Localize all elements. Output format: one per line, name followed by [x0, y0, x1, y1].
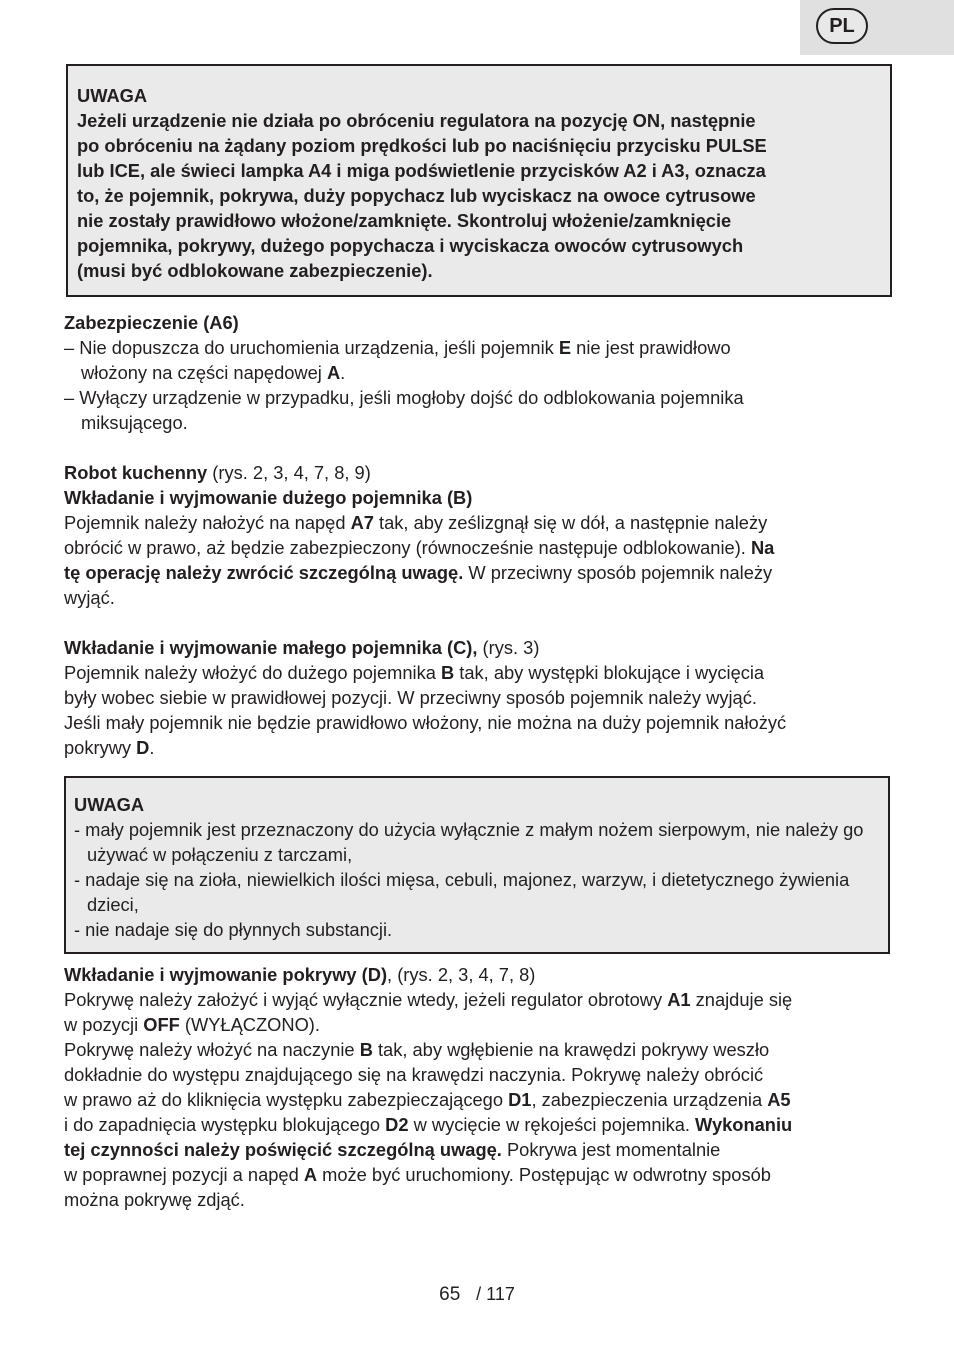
lid-text-1: Pokrywę należy założyć i wyjąć wyłącznie wtedy, jeżeli regulator obrotowy A1 znajduje się w pozycji OFF (WYŁĄCZONO). — [64, 989, 793, 1035]
warning-box-1-line: to, że pojemnik, pokrywa, duży popychacz lub wyciskacz na owoce cytrusowe — [77, 185, 756, 206]
safety-item-1: – Nie dopuszcza do uruchomienia urządzenia, jeśli pojemnik E nie jest prawidłowo włożony na części napędowej A. — [64, 337, 731, 383]
warning-box-1-line: (musi być odblokowane zabezpieczenie). — [77, 260, 433, 281]
page-footer — [0, 1284, 954, 1306]
page-total: / 117 — [476, 1284, 515, 1304]
large-container-text: Pojemnik należy nałożyć na napęd A7 tak, aby ześlizgnął się w dół, a następnie należy obrócić w prawo, aż będzie zabezpieczony (równocześnie następuje odblokowanie). Na tę operację należy zwrócić szczególną uwagę. W przeciwny sposób pojemnik należy wyjąć. — [64, 512, 775, 608]
language-badge: PL — [816, 8, 868, 44]
warning-box-2-item: - mały pojemnik jest przeznaczony do użycia wyłącznie z małym nożem sierpowym, nie należy go używać w połączeniu z tarczami, — [74, 819, 864, 865]
large-container-heading: Wkładanie i wyjmowanie dużego pojemnika (B) — [64, 487, 473, 508]
warning-box-1-line: lub ICE, ale świeci lampka A4 i miga podświetlenie przycisków A2 i A3, oznacza — [77, 160, 766, 181]
warning-box-1-line: nie zostały prawidłowo włożone/zamknięte. Skontroluj włożenie/zamknięcie — [77, 210, 732, 231]
warning-box-2-title: UWAGA — [74, 794, 145, 815]
warning-box-1 — [66, 64, 892, 297]
safety-heading: Zabezpieczenie (A6) — [64, 312, 239, 333]
lid-section — [64, 962, 894, 1212]
warning-box-1-line: pojemnika, pokrywy, dużego popychacza i wyciskacza owoców cytrusowych — [77, 235, 744, 256]
warning-box-2-item: - nadaje się na zioła, niewielkich ilości mięsa, cebuli, majonez, warzyw, i dietetycznego żywienia dzieci, — [74, 869, 850, 915]
main-content — [64, 310, 894, 760]
page-number: 65 — [439, 1284, 461, 1305]
warning-box-1-line: po obróceniu na żądany poziom prędkości lub po naciśnięciu przycisku PULSE — [77, 135, 767, 156]
small-container-heading: Wkładanie i wyjmowanie małego pojemnika (C), (rys. 3) — [64, 637, 540, 658]
safety-item-2: – Wyłączy urządzenie w przypadku, jeśli mogłoby dojść do odblokowania pojemnika miksującego. — [64, 387, 744, 433]
warning-box-1-title: UWAGA — [77, 85, 148, 106]
lid-text-2: Pokrywę należy włożyć na naczynie B tak, aby wgłębienie na krawędzi pokrywy weszło dokładnie do występu znajdującego się na krawędzi naczynia. Pokrywę należy obrócić w prawo aż do kliknięcia występku zabezpieczającego D1, zabezpieczenia urządzenia A5 i do zapadnięcia występku blokującego D2 w wycięcie w rękojeści pojemnika. Wykonaniu tej czynności należy poświęcić szczególną uwagę. Pokrywa jest momentalnie w poprawnej pozycji a napęd A może być uruchomiony. Postępując w odwrotny sposób można pokrywę zdjąć. — [64, 1039, 793, 1210]
robot-heading: Robot kuchenny (rys. 2, 3, 4, 7, 8, 9) — [64, 462, 371, 483]
warning-box-2-item: - nie nadaje się do płynnych substancji. — [74, 919, 393, 940]
language-tab — [800, 0, 954, 55]
small-container-text: Pojemnik należy włożyć do dużego pojemnika B tak, aby występki blokujące i wycięcia były wobec siebie w prawidłowej pozycji. W przeciwny sposób pojemnik należy wyjąć. Jeśli mały pojemnik nie będzie prawidłowo włożony, nie można na duży pojemnik nałożyć pokrywy D. — [64, 662, 787, 758]
warning-box-2 — [64, 776, 890, 954]
lid-heading: Wkładanie i wyjmowanie pokrywy (D), (rys. 2, 3, 4, 7, 8) — [64, 964, 536, 985]
warning-box-1-line: Jeżeli urządzenie nie działa po obróceniu regulatora na pozycję ON, następnie — [77, 110, 756, 131]
